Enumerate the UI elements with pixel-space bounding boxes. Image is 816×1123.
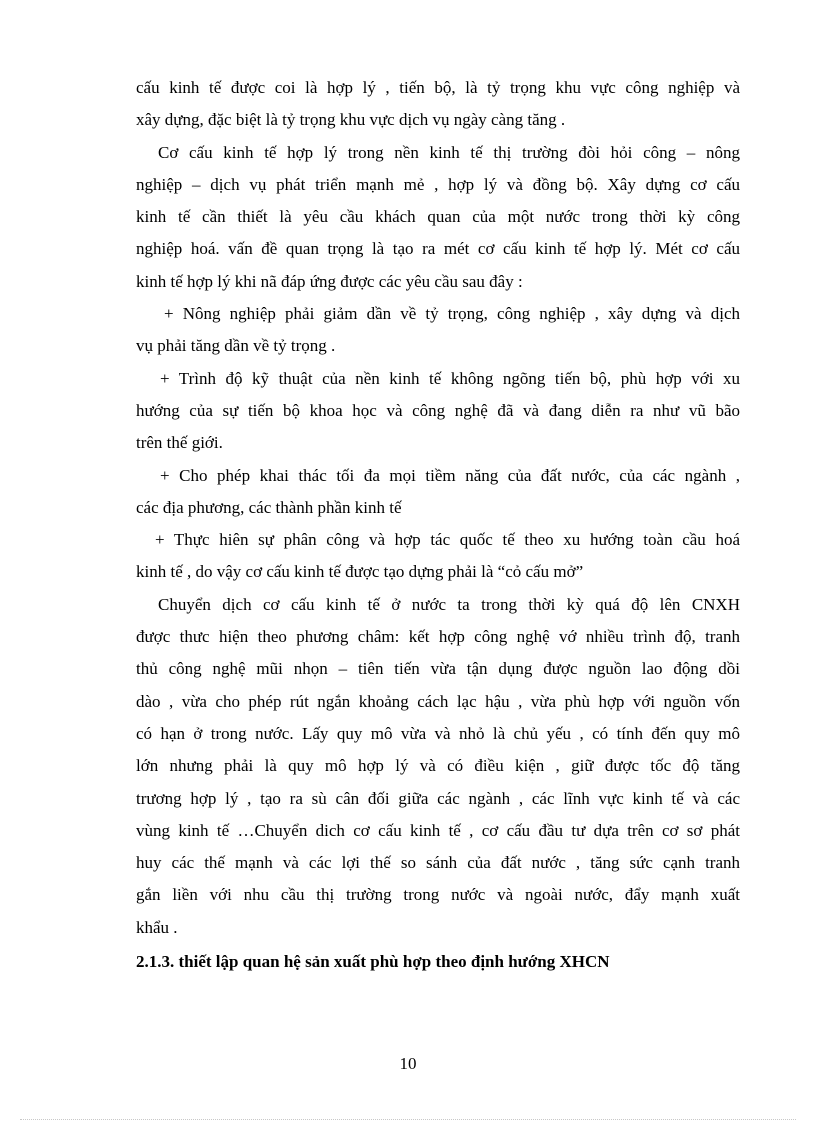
text-line: vùng kinh tế …Chuyển dich cơ cấu kinh tế , cơ cấu đầu tư dựa trên cơ sơ phát: [136, 820, 740, 840]
text-line: xây dựng, đặc biệt là tỷ trọng khu vực dịch vụ ngày càng tăng .: [136, 110, 566, 130]
text-line: các địa phương, các thành phần kinh tế: [136, 497, 402, 517]
list-item-first-line: + Nông nghiệp phải giảm dần về tỷ trọng, công nghiệp , xây dựng và dịch: [164, 304, 740, 324]
text-line: huy các thế mạnh và các lợi thế so sánh của đất nước , tăng sức cạnh tranh: [136, 853, 740, 873]
text-line: trương hợp lý , tạo ra sù cân đối giữa các ngành , các lĩnh vực kinh tế và các: [136, 788, 740, 808]
text-line: được thưc hiện theo phương châm: kết hợp công nghệ vớ nhiều trình độ, tranh: [136, 627, 740, 647]
paragraph-first-line: Cơ cấu kinh tế hợp lý trong nền kinh tế thị trường đòi hỏi công – nông: [158, 142, 740, 162]
text-line: vụ phải tăng dần về tỷ trọng .: [136, 336, 336, 356]
text-line: hướng của sự tiến bộ khoa học và công nghệ đã và đang diễn ra như vũ bão: [136, 400, 740, 420]
text-line: nghiệp – dịch vụ phát triển mạnh mẻ , hợp lý và đồng bộ. Xây dựng cơ cấu: [136, 174, 740, 194]
list-item-first-line: + Thực hiên sự phân công và hợp tác quốc tế theo xu hướng toàn cầu hoá: [155, 530, 740, 550]
text-line: kinh tế cần thiết là yêu cầu khách quan của một nước trong thời kỳ công: [136, 207, 740, 227]
text-line: nghiệp hoá. vấn đề quan trọng là tạo ra mét cơ cấu kinh tế hợp lý. Mét cơ cấu: [136, 239, 740, 259]
text-line: cấu kinh tế được coi là hợp lý , tiến bộ, là tỷ trọng khu vực công nghiệp và: [136, 78, 740, 97]
text-line: dào , vừa cho phép rút ngắn khoảng cách lạc hậu , vừa phù hợp với nguồn vốn: [136, 691, 740, 711]
text-line: lớn nhưng phải là quy mô hợp lý và có điều kiện , giữ được tốc độ tăng: [136, 756, 740, 776]
text-line: có hạn ở trong nước. Lấy quy mô vừa và nhỏ là chủ yếu , có tính đến quy mô: [136, 723, 740, 743]
page-body: [136, 72, 740, 978]
list-item-first-line: + Cho phép khai thác tối đa mọi tiềm năng của đất nước, của các ngành ,: [160, 465, 740, 485]
text-line: kinh tế hợp lý khi nã đáp ứng được các yêu cầu sau đây :: [136, 271, 523, 291]
text-line: gắn liền với nhu cầu thị trường trong nước và ngoài nước, đẩy mạnh xuất: [136, 885, 740, 905]
page-number: 10: [399, 1054, 417, 1073]
text-line: khẩu .: [136, 917, 178, 937]
text-line: kinh tế , do vậy cơ cấu kinh tế được tạo dựng phải là “cỏ cấu mở”: [136, 562, 584, 582]
paragraph-first-line: Chuyển dịch cơ cấu kinh tế ở nước ta trong thời kỳ quá độ lên CNXH: [158, 594, 740, 614]
page-bottom-divider: [20, 1119, 796, 1120]
text-line: thủ công nghệ mũi nhọn – tiên tiến vừa tận dụng được nguồn lao động dồi: [136, 659, 740, 679]
text-line: trên thế giới.: [136, 433, 223, 453]
section-heading: 2.1.3. thiết lập quan hệ sản xuất phù hợp theo định hướng XHCN: [136, 952, 610, 972]
list-item-first-line: + Trình độ kỹ thuật của nền kinh tế không ngõng tiến bộ, phù hợp với xu: [160, 368, 740, 388]
